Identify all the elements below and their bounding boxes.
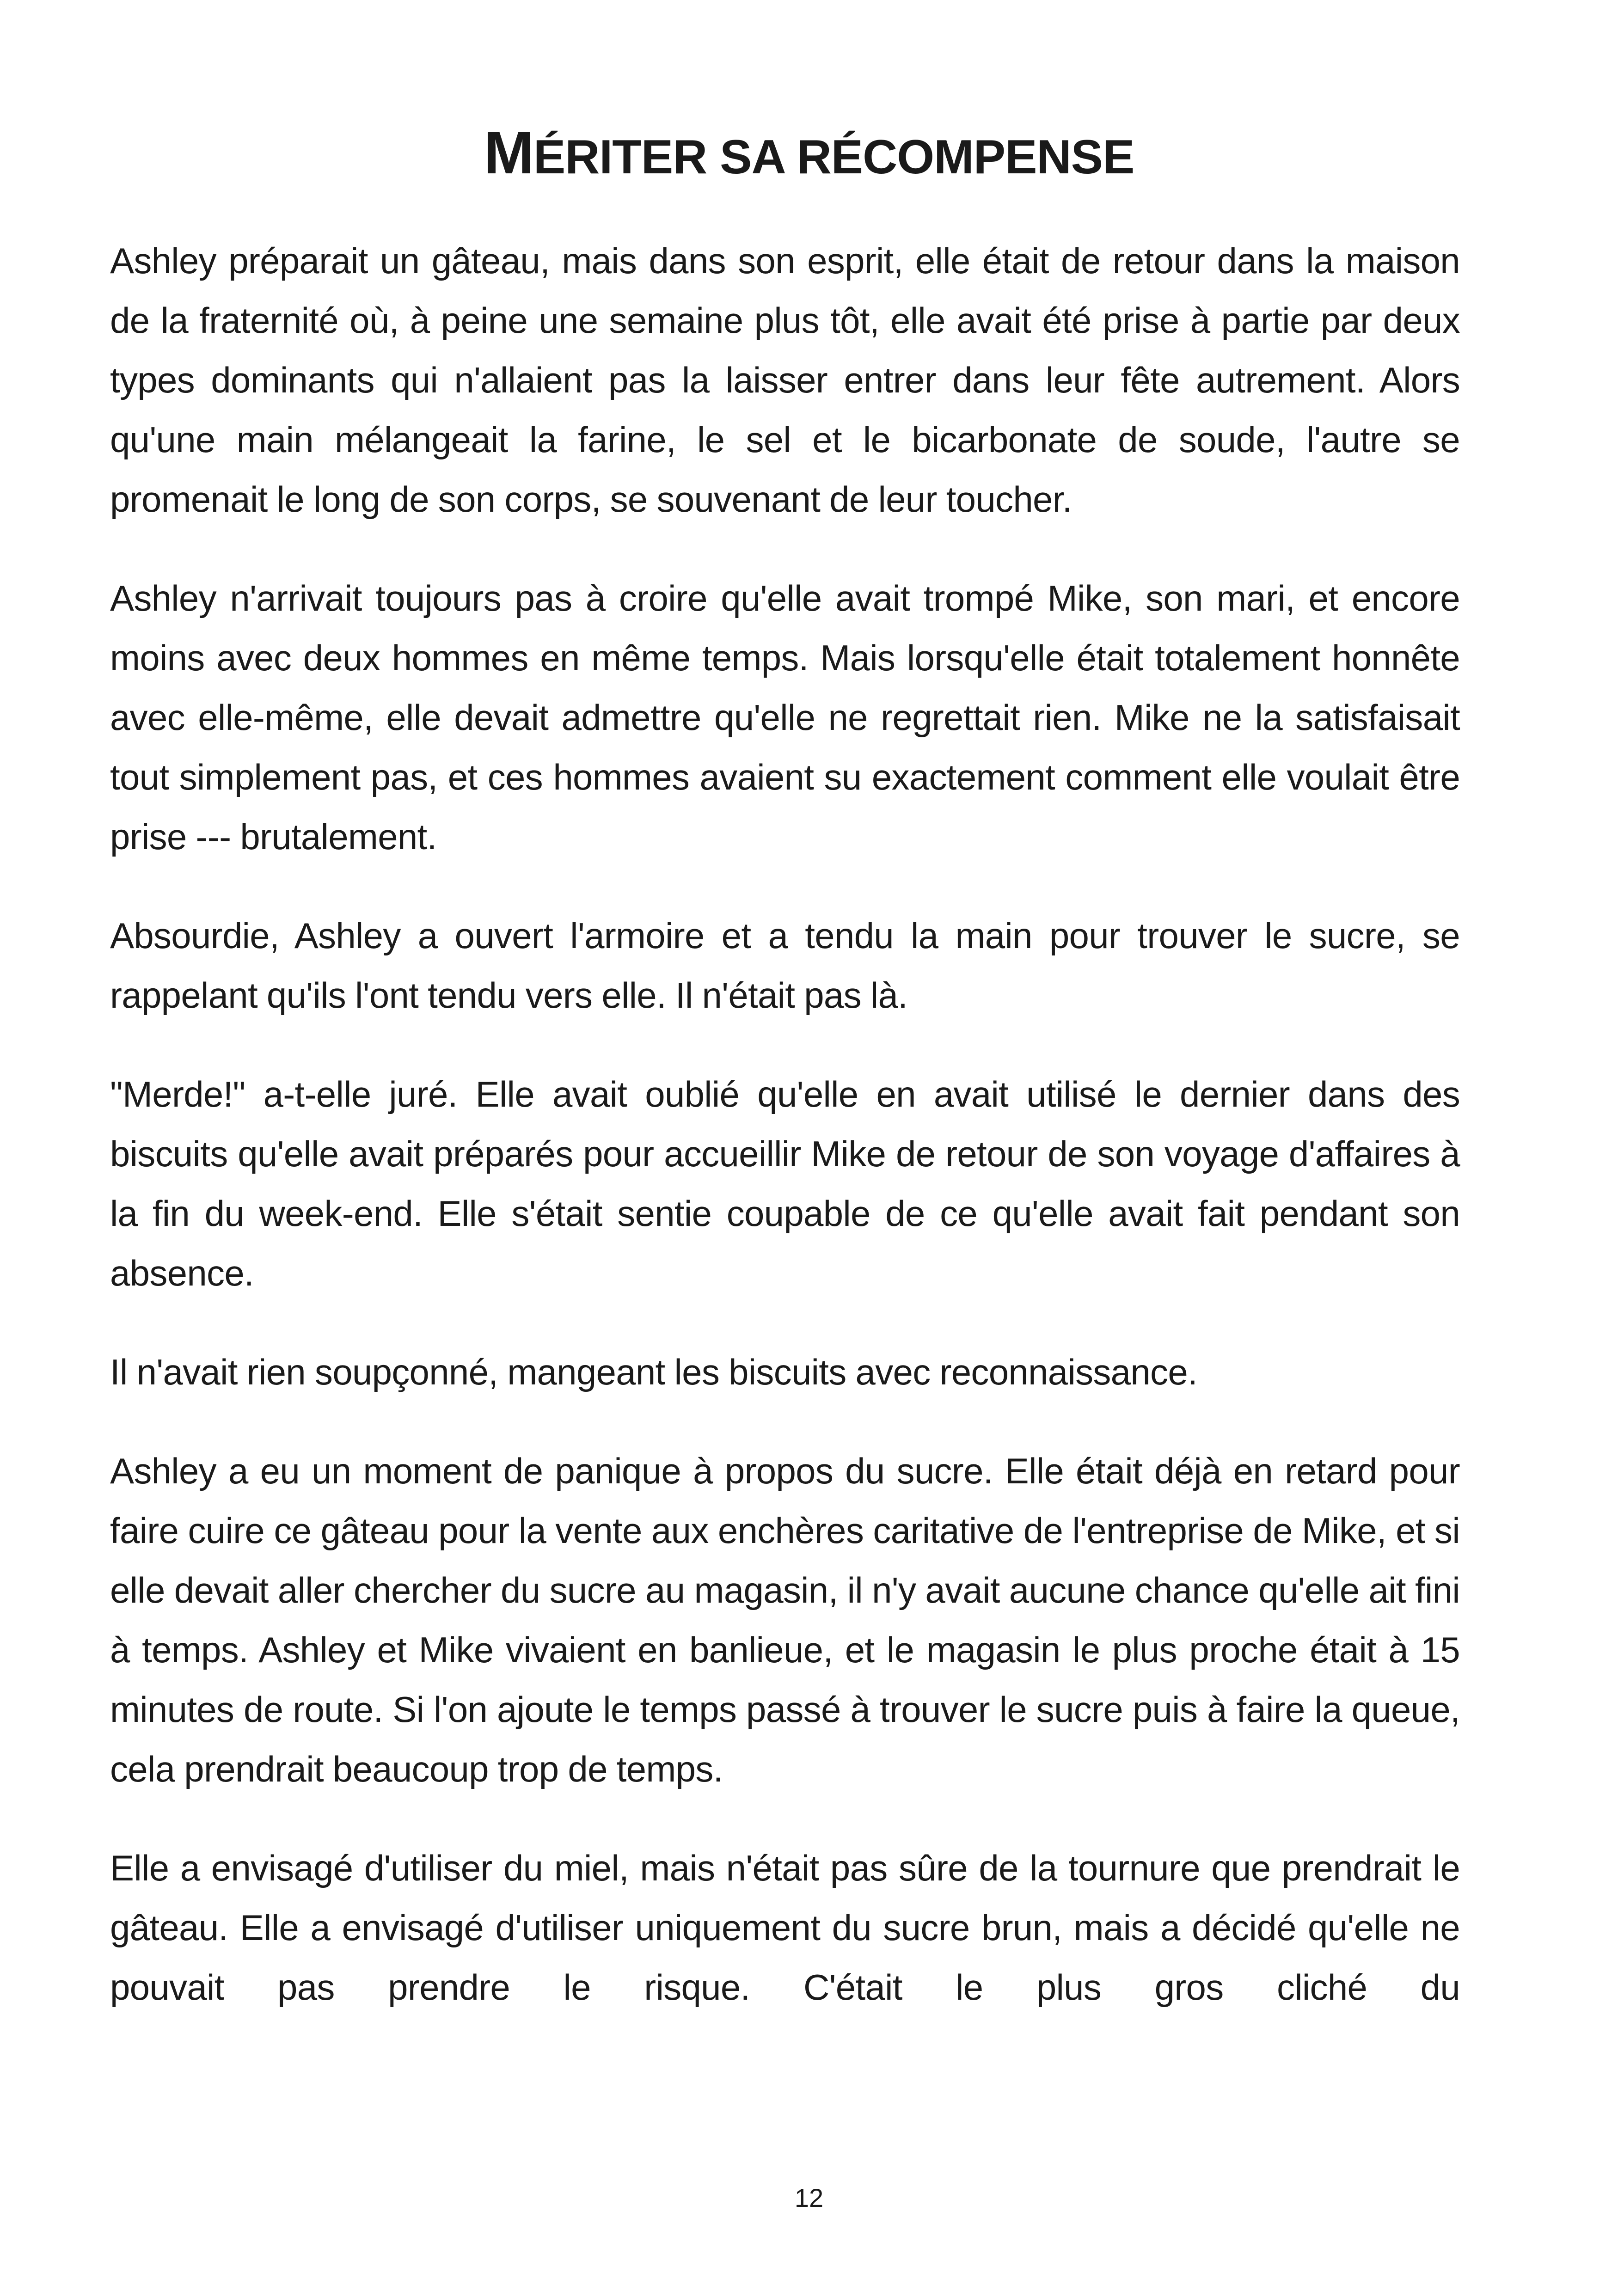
paragraph: "Merde!" a-t-elle juré. Elle avait oublié qu'elle en avait utilisé le dernier dans des biscuits qu'elle avait préparés pour accueillir Mike de retour de son voyage d'affaires à la fin du week-end. Elle s'était sentie coupable de ce qu'elle avait fait pendant son absence. xyxy=(110,1074,1460,1293)
paragraph: Ashley préparait un gâteau, mais dans son esprit, elle était de retour dans la maison de la fraternité où, à peine une semaine plus tôt, elle avait été prise à partie par deux types dominants qui n'allaient pas la laisser entrer dans leur fête autrement. Alors qu'une main mélangeait la farine, le sel et le bicarbonate de soude, l'autre se promenait le long de son corps, se souvenant de leur toucher. xyxy=(110,240,1460,520)
paragraph: Ashley a eu un moment de panique à propos du sucre. Elle était déjà en retard pour faire cuire ce gâteau pour la vente aux enchères caritative de l'entreprise de Mike, et si elle devait aller chercher du sucre au magasin, il n'y avait aucune chance qu'elle ait fini à temps. Ashley et Mike vivaient en banlieue, et le magasin le plus proche était à 15 minutes de route. Si l'on ajoute le temps passé à trouver le sucre puis à faire la queue, cela prendrait beaucoup trop de temps. xyxy=(110,1451,1460,1789)
chapter-title-rest: ÉRITER SA RÉCOMPENSE xyxy=(533,130,1134,184)
page-number: 12 xyxy=(794,2183,824,2212)
chapter-title xyxy=(0,118,1618,192)
chapter-title-initial: M xyxy=(484,119,533,186)
body-text xyxy=(110,231,1460,2057)
paragraph: Il n'avait rien soupçonné, mangeant les biscuits avec reconnaissance. xyxy=(110,1352,1197,1392)
paragraph: Ashley n'arrivait toujours pas à croire qu'elle avait trompé Mike, son mari, et encore moins avec deux hommes en même temps. Mais lorsqu'elle était totalement honnête avec elle-même, elle devait admettre qu'elle ne regrettait rien. Mike ne la satisfaisait tout simplement pas, et ces hommes avaient su exactement comment elle voulait être prise --- brutalement. xyxy=(110,578,1460,857)
paragraph: Elle a envisagé d'utiliser du miel, mais n'était pas sûre de la tournure que prendrait le gâteau. Elle a envisagé d'utiliser uniquement du sucre brun, mais a décidé qu'elle ne pouvait pas prendre le risque. C'était le plus gros cliché du xyxy=(110,1848,1460,2008)
paragraph: Absourdie, Ashley a ouvert l'armoire et a tendu la main pour trouver le sucre, se rappelant qu'ils l'ont tendu vers elle. Il n'était pas là. xyxy=(110,915,1460,1016)
